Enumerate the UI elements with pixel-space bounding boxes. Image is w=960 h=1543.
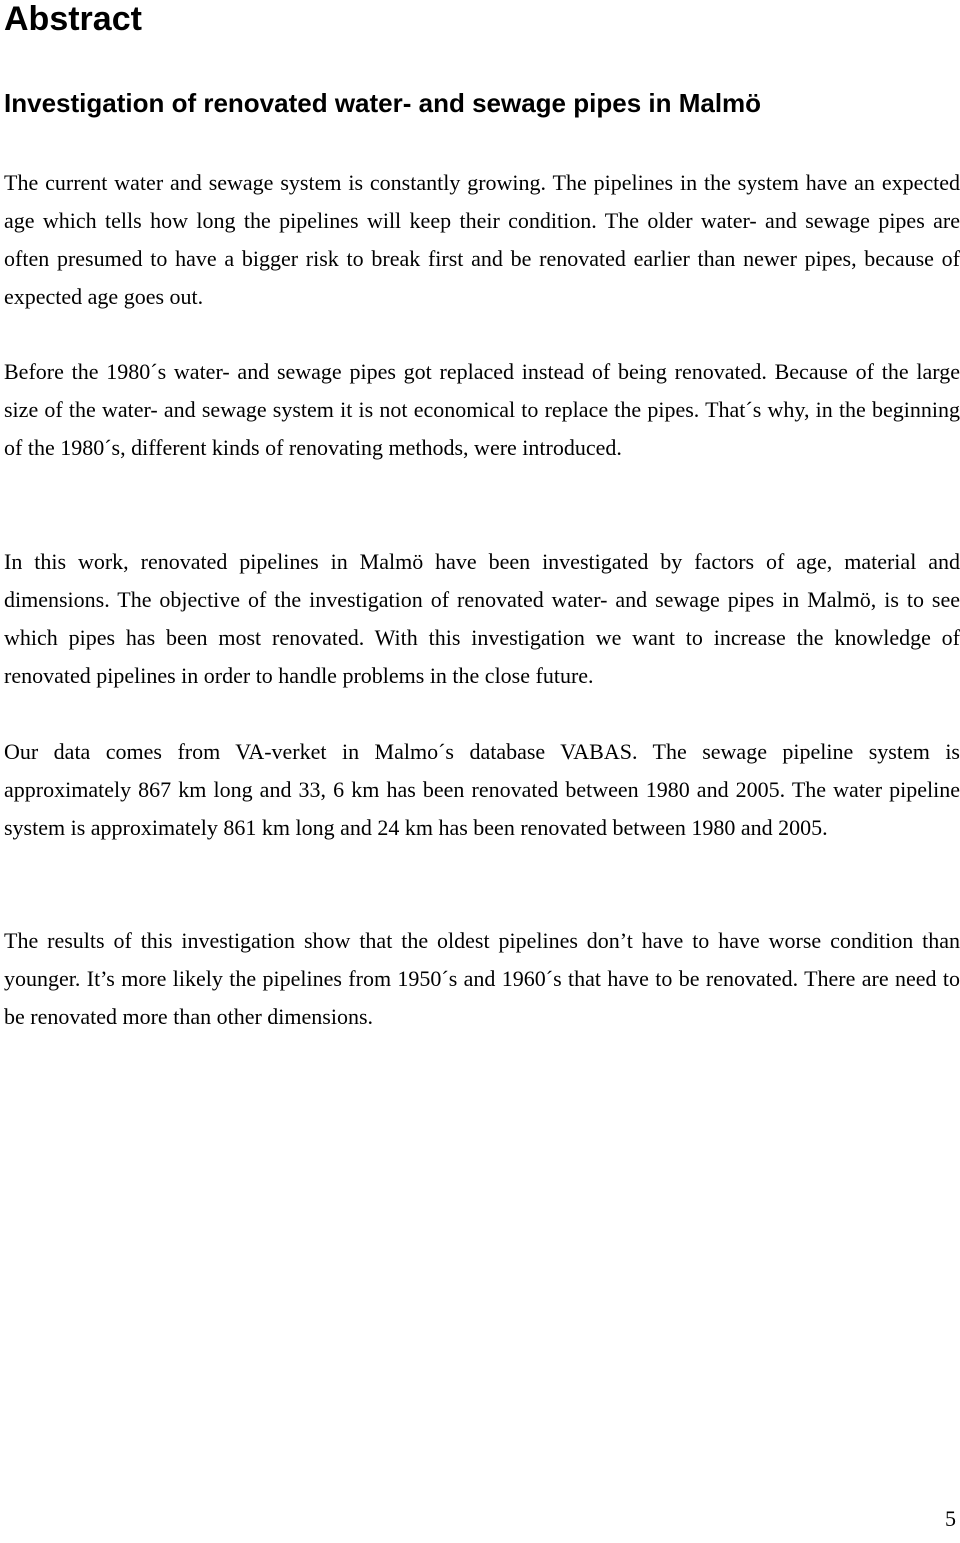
paragraph-history: Before the 1980´s water- and sewage pipes got replaced instead of being renovated. Because of the large size of the water- and sewage system it is not economical to replace the pipes. That´s why, in the beginning of the 1980´s, different kinds of renovating methods, were introduced. bbox=[4, 359, 960, 460]
paragraph-data-source: Our data comes from VA-verket in Malmo´s database VABAS. The sewage pipeline system is approximately 867 km long and 33, 6 km has been renovated between 1980 and 2005. The water pipeline system is approximately 861 km long and 24 km has been renovated between 1980 and 2005. bbox=[4, 739, 960, 840]
section-heading: Abstract bbox=[4, 0, 142, 38]
paragraph-results: The results of this investigation show that the oldest pipelines don’t have to have worse condition than younger. It’s more likely the pipelines from 1950´s and 1960´s that have to be renovated. There are need to be renovated more than other dimensions. bbox=[4, 928, 960, 1029]
page-number: 5 bbox=[945, 1506, 956, 1531]
paragraph-system-growth: The current water and sewage system is constantly growing. The pipelines in the system have an expected age which tells how long the pipelines will keep their condition. The older water- and sewage pipes are often presumed to have a bigger risk to break first and be renovated earlier than newer pipes, because of expected age goes out. bbox=[4, 170, 960, 309]
document-title: Investigation of renovated water- and sewage pipes in Malmö bbox=[4, 88, 762, 118]
paragraph-objective: In this work, renovated pipelines in Malmö have been investigated by factors of age, material and dimensions. The objective of the investigation of renovated water- and sewage pipes in Malmö, is to see which pipes has been most renovated. With this investigation we want to increase the knowledge of renovated pipelines in order to handle problems in the close future. bbox=[4, 549, 960, 688]
